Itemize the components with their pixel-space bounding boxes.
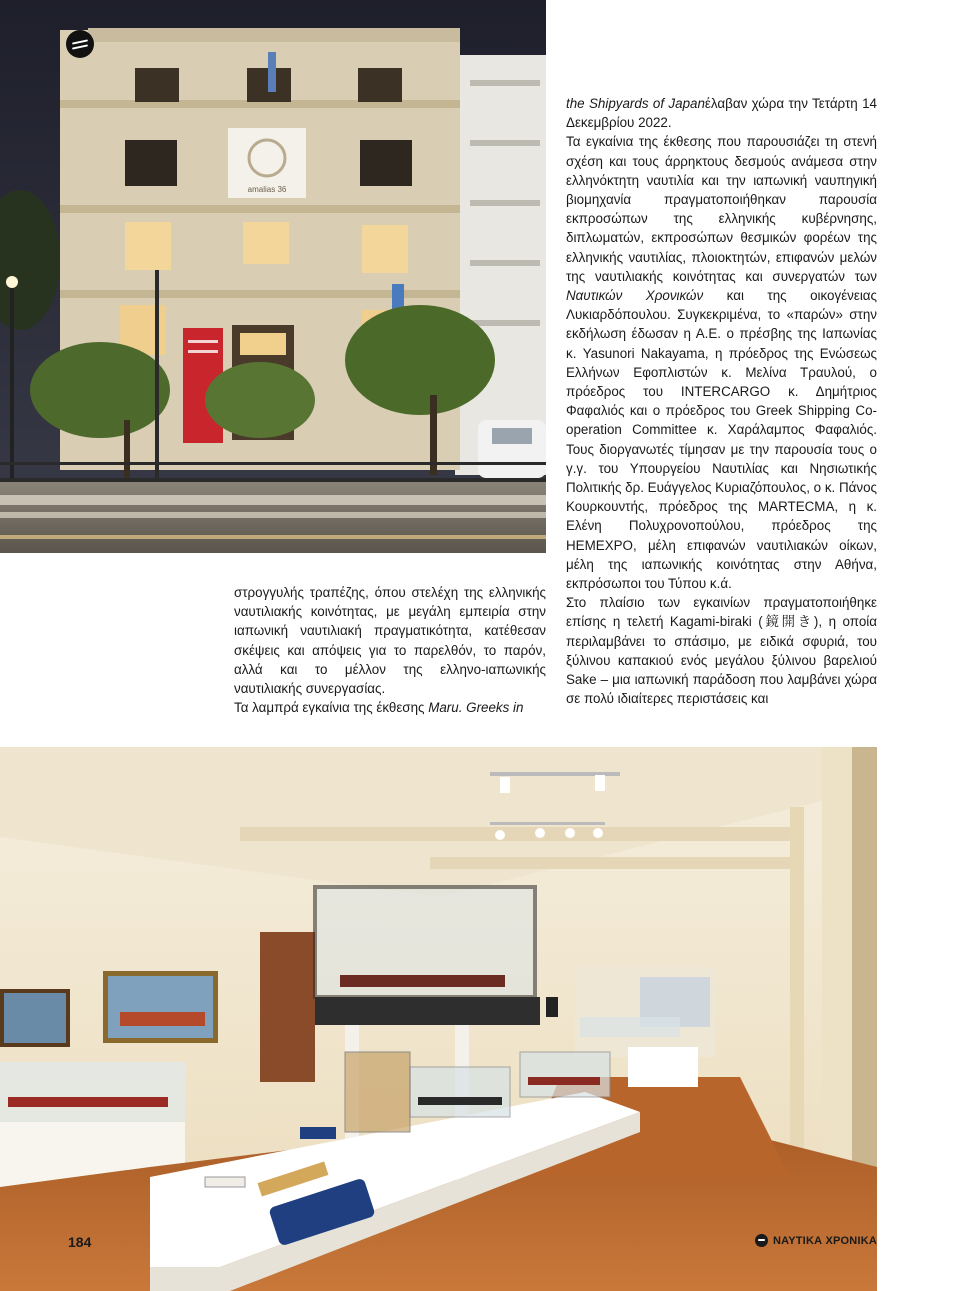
exhibition-title-italic: the Shipyards of Japan [566, 96, 705, 111]
left-text-column [234, 583, 546, 717]
right-paragraph-3: Στο πλαίσιο των εγκαινίων πραγματοποιήθηκε επίσης η τελετή Kagami-biraki (鏡開き), η οποία περιλαμβάνει το σπάσιμο, με ειδικά σφυριά, του ξύλινου καπακιού ενός μεγάλου ξύλινου βαρελιού Sake – μια ιαπωνική παράδοση που λαμβάνει χώρα σε πολύ ιδιαίτερες περιστάσεις και [566, 595, 877, 707]
building-sign-text: amalias 36 [247, 185, 287, 194]
magazine-logo-icon [66, 30, 94, 58]
right-paragraph-1 [566, 94, 877, 132]
exhibition-hall-photo [0, 747, 877, 1291]
left-paragraph-2 [234, 698, 546, 717]
page-number: 184 [68, 1234, 92, 1250]
right-paragraph-2-a: Τα εγκαίνια της έκθεσης που παρουσιάζει τη στενή σχέση και τους άρρηκτους δεσμούς ανάμεσα στην ελληνόκτητη ναυτιλία και την ιαπωνική ναυπηγική βιομηχανία πραγματοποιήθηκαν παρουσία εκπροσώπων της ελληνικής κυβέρνησης, διπλωματών, εκπροσώπων θεσμικών φορέων της ελληνικής ναυτιλίας, πλοιοκτητών, επιφανών μελών της ναυτιλιακής κοινότητας και συνεργατών των [566, 134, 877, 284]
right-paragraph-2-b: και της οικογένειας Λυκιαρδόπουλου. Συγκεκριμένα, το «παρών» στην εκδήλωση έδωσαν η Α.Ε. ο πρέσβης της Ιαπωνίας κ. Yasunori Nakayama, η πρόεδρος της Ενώσεως Ελλήνων Εφοπλιστών κ. Μελίνα Τραυλού, ο πρόεδρος του INTERCARGO κ. Δημήτριος Φαφαλιός και ο πρόεδρος του Greek Shipping Co-operation Committee κ. Χαράλαμπος Φαφαλιός. Τους διοργανωτές τίμησαν με την παρουσία τους ο γ.γ. του Υπουργείου Ναυτιλίας και Νησιωτικής Πολιτικής δρ. Ευάγγελος Κυριαζόπουλος, ο κ. Πάνος Κουρκουντής, πρόεδρος της MARTECMA, η κ. Ελένη Πολυχρονοπούλου, πρόεδρος της HEMEXPO, μέλη επιφανών ναυτιλιακών οίκων, μέλη της ιαπωνικής κοινότητας στην Αθήνα, εκπρόσωποι του Τύπου κ.ά. [566, 288, 877, 592]
right-text-column [566, 94, 877, 709]
building-photo [0, 0, 546, 553]
exhibition-title-italic-start: Maru. Greeks in [428, 700, 524, 716]
right-paragraph-1-text: έλαβαν χώρα την Τετάρτη 14 Δεκεμβρίου 2022. [566, 96, 877, 131]
left-paragraph-1: στρογγυλής τραπέζης, όπου στελέχη της ελληνικής ναυτιλιακής κοινότητας, με μεγάλη εμπειρία στην ιαπωνική ναυτιλιακή πραγματικότητα, κατέθεσαν σκέψεις και απόψεις για το παρελθόν, το παρόν, αλλά και το μέλλον της ελληνο-ιαπωνικής ναυτιλιακής συνεργασίας. [234, 585, 546, 697]
right-paragraph-2 [566, 132, 877, 593]
brand-name: ΝΑΥΤΙΚΑ ΧΡΟΝΙΚΑ [772, 1234, 877, 1247]
left-paragraph-2-a: Τα λαμπρά εγκαίνια της έκθεσης [234, 700, 429, 716]
magazine-brand [755, 1234, 877, 1247]
brand-logo-icon [755, 1234, 768, 1247]
magazine-name-italic: Ναυτικών Χρονικών [566, 288, 704, 304]
